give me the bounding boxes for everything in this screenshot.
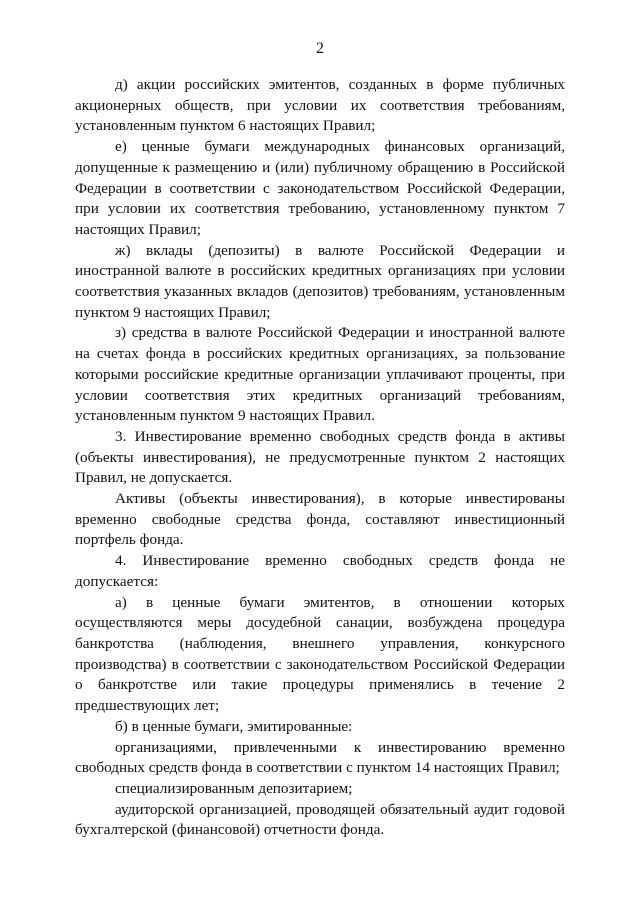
paragraph-z-account-funds: з) средства в валюте Российской Федерации и иностранной валюте на счетах фонда в российских кредитных организациях, за пользование которыми российские кредитные организации уплачивают проценты, при условии соответствия этих кредитных организаций требованиям, установленным пунктом 9 настоящих Правил.	[75, 324, 565, 425]
paragraph-audit: аудиторской организацией, проводящей обязательный аудит годовой бухгалтерской (финансовой) отчетности фонда.	[75, 800, 565, 839]
paragraph-organizations: организациями, привлеченными к инвестированию временно свободных средств фонда в соответствии с пунктом 14 настоящих Правил;	[75, 738, 565, 777]
paragraph-a-bankruptcy: а) в ценные бумаги эмитентов, в отношении которых осуществляются меры досудебной санации, возбуждена процедура банкротства (наблюдения, внешнего управления, конкурсного производства) в соответствии с законодательством Российской Федерации о банкротстве или такие процедуры применялись в течение 2 предшествующих лет;	[75, 593, 565, 715]
paragraph-e-international-securities: е) ценные бумаги международных финансовых организаций, допущенные к размещению и (или) публичному обращению в Российской Федерации в соответствии с законодательством Российской Федерации, при условии их соответствия требованию, установленному пунктом 7 настоящих Правил;	[75, 138, 565, 238]
paragraph-b-issued-by: б) в ценные бумаги, эмитированные:	[115, 717, 353, 735]
document-body	[75, 75, 565, 841]
paragraph-depositary: специализированным депозитарием;	[115, 779, 353, 797]
paragraph-d-shares: д) акции российских эмитентов, созданных в форме публичных акционерных обществ, при условии их соответствия требованиям, установленным пунктом 6 настоящих Правил;	[75, 76, 565, 135]
paragraph-4-restrictions: 4. Инвестирование временно свободных средств фонда не допускается:	[75, 552, 565, 590]
paragraph-zh-deposits: ж) вклады (депозиты) в валюте Российской Федерации и иностранной валюте в российских кредитных организациях при условии соответствия указанных вкладов (депозитов) требованиям, установленным пунктом 9 настоящих Правил;	[75, 241, 565, 321]
page-number: 2	[316, 40, 324, 57]
paragraph-portfolio: Активы (объекты инвестирования), в которые инвестированы временно свободные средства фонда, составляют инвестиционный портфель фонда.	[75, 490, 565, 549]
paragraph-3-not-allowed: 3. Инвестирование временно свободных средств фонда в активы (объекты инвестирования), не предусмотренные пунктом 2 настоящих Правил, не допускается.	[75, 427, 565, 487]
